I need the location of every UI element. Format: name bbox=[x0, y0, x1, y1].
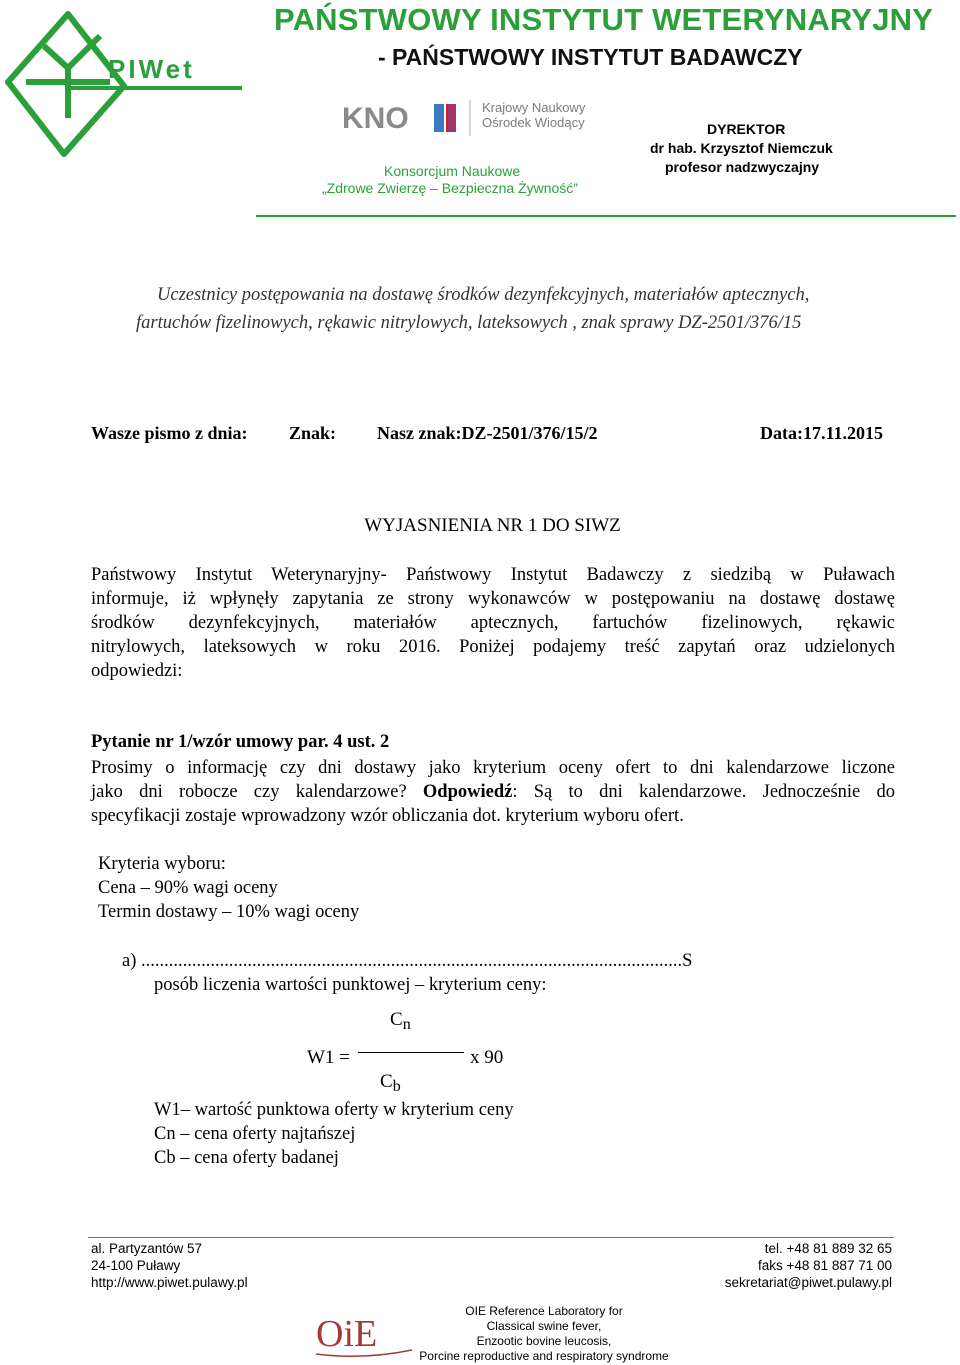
consortium-line2: „Zdrowe Zwierzę – Bezpieczna Żywność” bbox=[322, 180, 578, 196]
kno-name-line1: Krajowy Naukowy bbox=[482, 100, 586, 115]
answer-label: Odpowiedź bbox=[422, 782, 513, 802]
footer-website-link[interactable]: http://www.piwet.pulawy.pl bbox=[91, 1275, 248, 1290]
oie-reference-line: Porcine reproductive and respiratory syndrome bbox=[419, 1349, 669, 1363]
footer-address2: 24-100 Puławy bbox=[91, 1258, 181, 1273]
institute-title: PAŃSTWOWY INSTYTUT WETERYNARYJNY bbox=[274, 2, 934, 37]
svg-text:OiE: OiE bbox=[316, 1313, 378, 1355]
footer-fax: faks +48 81 887 71 00 bbox=[758, 1258, 892, 1273]
document-date: Data:17.11.2015 bbox=[760, 423, 883, 443]
question-title: Pytanie nr 1/wzór umowy par. 4 ust. 2 bbox=[91, 732, 390, 752]
header-divider bbox=[256, 215, 956, 217]
question-line: Prosimy o informację czy dni dostawy jako kryterium oceny ofert to dni kalendarzowe liczone bbox=[91, 758, 895, 778]
oie-reference-line: OIE Reference Laboratory for bbox=[465, 1304, 623, 1318]
intro-line: odpowiedzi: bbox=[91, 661, 183, 681]
formula-item-line2: posób liczenia wartości punktowej – kryterium ceny: bbox=[154, 975, 547, 995]
intro-line: środków dezynfekcyjnych, materiałów aptecznych, fartuchów fizelinowych, rękawic bbox=[91, 613, 895, 633]
director-title: DYREKTOR bbox=[707, 121, 786, 137]
formula-legend-w1: W1– wartość punktowa oferty w kryterium ceny bbox=[154, 1100, 514, 1120]
kno-name-line2: Ośrodek Wiodący bbox=[482, 115, 585, 130]
criteria-delivery: Termin dostawy – 10% wagi oceny bbox=[98, 902, 360, 922]
footer-email-link[interactable]: sekretariat@piwet.pulawy.pl bbox=[724, 1275, 892, 1290]
intro-line: Państwowy Instytut Weterynaryjny- Państwowy Instytut Badawczy z siedzibą w Puławach bbox=[91, 565, 895, 585]
your-letter-label: Wasze pismo z dnia: bbox=[91, 423, 248, 443]
addressee-line1: Uczestnicy postępowania na dostawę środków dezynfekcyjnych, materiałów aptecznych, bbox=[157, 285, 810, 305]
question-line: specyfikacji zostaje wprowadzony wzór obliczania dot. kryterium wyboru ofert. bbox=[91, 806, 684, 826]
our-sign: Nasz znak:DZ-2501/376/15/2 bbox=[377, 423, 598, 443]
criteria-heading: Kryteria wyboru: bbox=[98, 854, 226, 874]
svg-text:PIWet: PIWet bbox=[108, 54, 195, 84]
formula-denominator: $C_b$ bbox=[380, 1071, 401, 1095]
formula-numerator: $C_n$ bbox=[390, 1009, 411, 1033]
formula-legend-cn: Cn – cena oferty najtańszej bbox=[154, 1124, 356, 1144]
footer-divider bbox=[88, 1237, 894, 1238]
question-answer-line: jako dni robocze czy kalendarzowe? Odpowiedź: Są to dni kalendarzowe. Jednocześnie do bbox=[91, 782, 895, 802]
piwet-logo bbox=[4, 6, 244, 162]
director-name: dr hab. Krzysztof Niemczuk bbox=[650, 140, 833, 156]
fraction-bar bbox=[358, 1052, 464, 1053]
svg-text:KNO: KNO bbox=[342, 102, 409, 135]
oie-reference-line: Classical swine fever, bbox=[486, 1319, 602, 1333]
formula-multiplier: x 90 bbox=[470, 1047, 504, 1068]
formula-item-line: a) .....................................................................................................................S bbox=[122, 951, 693, 971]
footer-address1: al. Partyzantów 57 bbox=[91, 1241, 203, 1256]
formula-lhs: W1 = bbox=[307, 1047, 350, 1068]
director-rank: profesor nadzwyczajny bbox=[665, 159, 820, 175]
formula-legend-cb: Cb – cena oferty badanej bbox=[154, 1148, 339, 1168]
institute-subtitle: - PAŃSTWOWY INSTYTUT BADAWCZY bbox=[378, 44, 803, 70]
intro-line: nitrylowych, lateksowych w roku 2016. Poniżej podajemy treść zapytań oraz udzielonych bbox=[91, 637, 895, 657]
addressee-line2: fartuchów fizelinowych, rękawic nitrylowych, lateksowych , znak sprawy DZ-2501/376/15 bbox=[136, 313, 802, 333]
criteria-price: Cena – 90% wagi oceny bbox=[98, 878, 278, 898]
consortium-line1: Konsorcjum Naukowe bbox=[384, 163, 521, 179]
intro-line: informuje, iż wpłynęły zapytania ze strony wykonawców w postępowaniu na dostawę dostawę bbox=[91, 589, 895, 609]
sign-label: Znak: bbox=[289, 423, 337, 443]
document-title: WYJASNIENIA NR 1 DO SIWZ bbox=[364, 515, 621, 536]
oie-reference-line: Enzootic bovine leucosis, bbox=[476, 1334, 612, 1348]
footer-phone: tel. +48 81 889 32 65 bbox=[764, 1241, 892, 1256]
